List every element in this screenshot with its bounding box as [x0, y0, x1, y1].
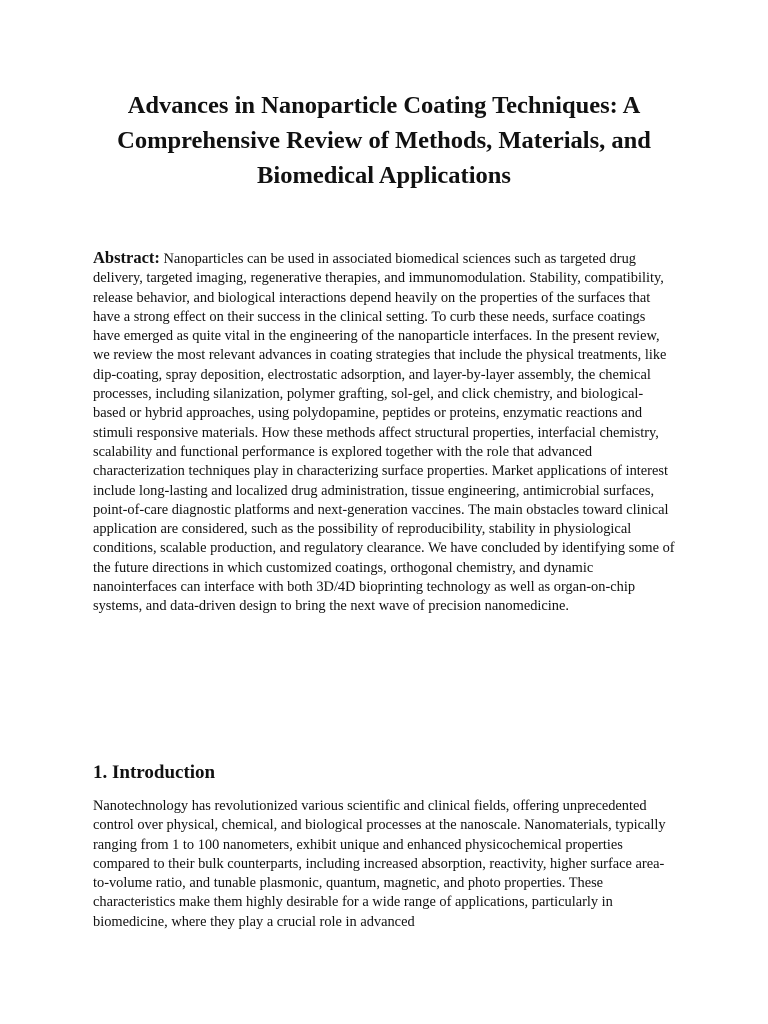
paper-title: Advances in Nanoparticle Coating Techniques: A Comprehensive Review of Methods, Materials, and Biomedical Applications: [117, 92, 651, 189]
introduction-paragraph: Nanotechnology has revolutionized various scientific and clinical fields, offering unprecedented control over physical, chemical, and biological processes at the nanoscale. Nanomaterials, typically ranging from 1 to 100 nanometers, exhibit unique and enhanced physicochemical properties compared to their bulk counterparts, including increased absorption, reactivity, higher surface area-to-volume ratio, and tunable plasmonic, quantum, magnetic, and photo properties. These characteristics make them highly desirable for a wide range of applications, particularly in biomedicine, where they play a crucial role in advanced: [93, 798, 666, 930]
abstract-paragraph: [93, 248, 675, 617]
abstract-text: Nanoparticles can be used in associated biomedical sciences such as targeted drug delivery, targeted imaging, regenerative therapies, and immunomodulation. Stability, compatibility, release behavior, and biological interactions depend heavily on the properties of the surfaces that have a strong effect on their success in the clinical setting. To curb these needs, surface coatings have emerged as quite vital in the engineering of the nanoparticle interfaces. In the present review, we review the most relevant advances in coating strategies that include the physical treatments, like dip-coating, spray deposition, electrostatic adsorption, and layer-by-layer assembly, the chemical processes, including silanization, polymer grafting, sol-gel, and click chemistry, and biological-based or hybrid approaches, using polydopamine, peptides or proteins, enzymatic reactions and stimuli responsive materials. How these methods affect structural properties, interfacial chemistry, scalability and functional performance is explored together with the role that advanced characterization techniques play in characterizing surface properties. Market applications of interest include long-lasting and localized drug administration, tissue engineering, antimicrobial surfaces, point-of-care diagnostic platforms and next-generation vaccines. The main obstacles toward clinical application are considered, such as the possibility of reproducibility, stability in physiological conditions, scalable production, and regulatory clearance. We have concluded by identifying some of the future directions in which customized coatings, orthogonal chemistry, and dynamic nanointerfaces can interface with both 3D/4D bioprinting technology as well as organ-on-chip systems, and data-driven design to bring the next wave of precision nanomedicine.: [93, 251, 675, 615]
abstract-label: Abstract:: [93, 248, 160, 267]
section-heading-introduction: 1. Introduction: [93, 762, 216, 783]
